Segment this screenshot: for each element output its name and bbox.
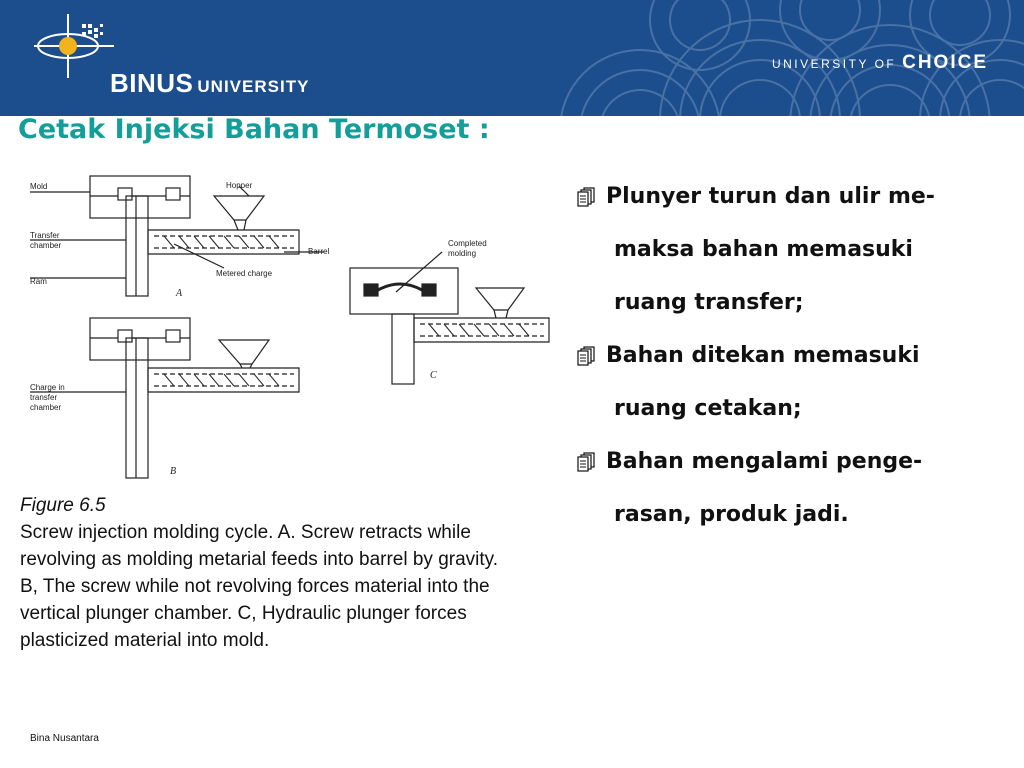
binus-logo	[30, 10, 310, 100]
label-hopper: Hopper	[226, 181, 253, 190]
logo-suffix: UNIVERSITY	[197, 77, 310, 96]
bullet-line: Plunyer turun dan ulir me-	[606, 184, 935, 209]
label-stage-a: A	[176, 288, 183, 299]
footer-text: Bina Nusantara	[30, 733, 99, 744]
logo-emblem-icon	[30, 10, 120, 80]
caption-line: Screw injection molding cycle. A. Screw retracts while	[20, 522, 471, 543]
stage-b-diagram	[30, 318, 299, 478]
stage-c-diagram	[350, 252, 549, 384]
document-bullet-icon	[576, 452, 596, 472]
figure-caption	[20, 492, 610, 654]
label-stage-b: B	[170, 466, 177, 477]
slide-title: Cetak Injeksi Bahan Termoset :	[18, 114, 490, 145]
caption-line: B, The screw while not revolving forces material into the	[20, 576, 490, 597]
bullet-item-3	[576, 435, 1016, 541]
label-stage-c: C	[430, 370, 437, 381]
injection-molding-diagram	[24, 168, 564, 488]
header-banner	[0, 0, 1024, 116]
label-ram: Ram	[30, 277, 47, 286]
bullet-list	[576, 170, 1016, 541]
label-charge-3: chamber	[30, 403, 62, 412]
tagline-prefix: UNIVERSITY OF	[771, 57, 897, 71]
label-barrel: Barrel	[308, 247, 330, 256]
caption-label: Figure 6.5	[20, 495, 106, 516]
label-completed-1: Completed	[448, 239, 487, 248]
bullet-line: ruang transfer;	[614, 290, 804, 315]
tagline	[772, 52, 988, 74]
bullet-item-1	[576, 170, 1016, 329]
caption-line: plasticized material into mold.	[20, 630, 270, 651]
bullet-line: ruang cetakan;	[614, 396, 802, 421]
label-transfer-1: Transfer	[30, 231, 60, 240]
label-metered-charge: Metered charge	[216, 269, 273, 278]
bullet-line: maksa bahan memasuki	[614, 237, 913, 262]
logo-wordmark	[110, 68, 309, 99]
label-mold: Mold	[30, 182, 48, 191]
tagline-emphasis: CHOICE	[902, 52, 988, 73]
bullet-line: Bahan mengalami penge-	[606, 449, 923, 474]
logo-brand: BINUS	[110, 68, 194, 98]
caption-line: revolving as molding metarial feeds into barrel by gravity.	[20, 549, 499, 570]
caption-line: vertical plunger chamber. C, Hydraulic plunger forces	[20, 603, 467, 624]
bullet-item-2	[576, 329, 1016, 435]
document-bullet-icon	[576, 346, 596, 366]
label-charge-1: Charge in	[30, 383, 65, 392]
stage-a-diagram	[30, 176, 324, 296]
bullet-line: Bahan ditekan memasuki	[606, 343, 920, 368]
bullet-line: rasan, produk jadi.	[614, 502, 849, 527]
label-charge-2: transfer	[30, 393, 58, 402]
document-bullet-icon	[576, 187, 596, 207]
label-completed-2: molding	[448, 249, 477, 258]
label-transfer-2: chamber	[30, 241, 62, 250]
